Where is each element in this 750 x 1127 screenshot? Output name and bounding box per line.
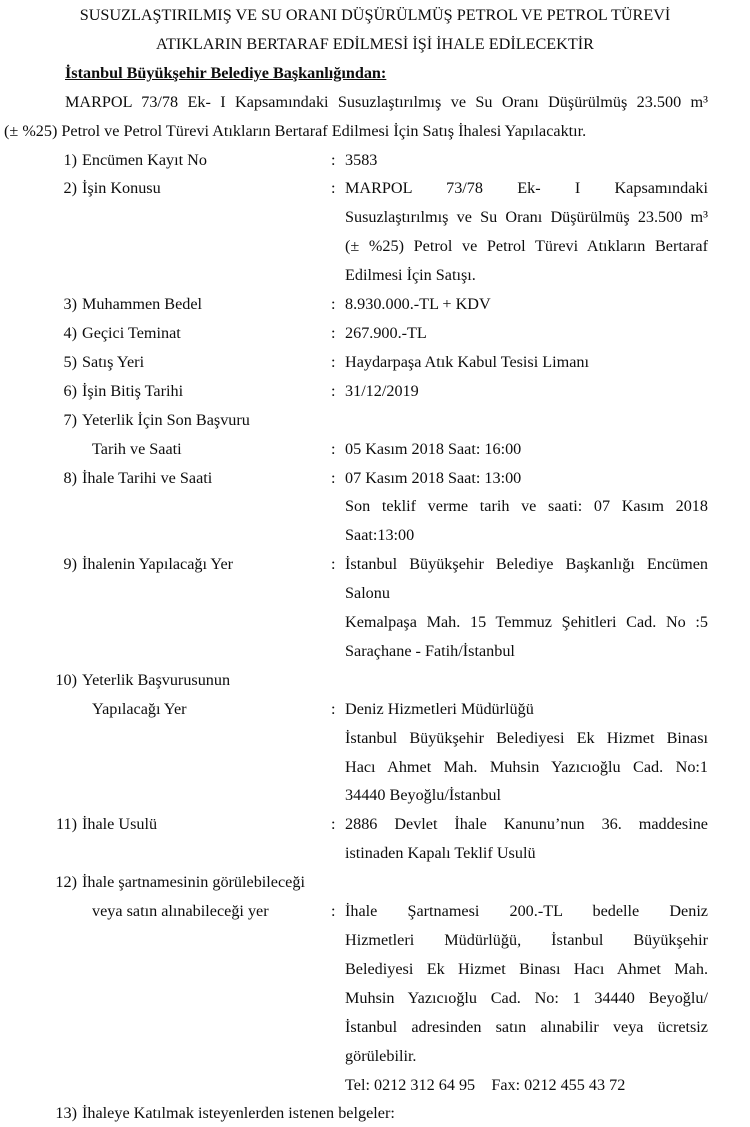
item-label-line: İhale Usulü (82, 815, 158, 834)
item-value-line: Hacı Ahmet Mah. Muhsin Yazıcıoğlu Cad. No:1 (345, 757, 708, 776)
document-title (0, 1, 750, 59)
tender-item-8 (4, 464, 708, 551)
tender-item-9 (4, 550, 708, 666)
item-value (345, 868, 708, 1099)
item-value-line: Kemalpaşa Mah. 15 Temmuz Şehitleri Cad. No :5 (345, 613, 708, 632)
intro-paragraph (4, 88, 708, 146)
item-value (345, 377, 708, 406)
item-sublabel-line: veya satın alınabileceği yer (92, 902, 269, 921)
tender-item-13 (4, 1099, 708, 1127)
item-number: 9) (63, 555, 77, 574)
item-number: 3) (63, 295, 77, 314)
colon-separator: : (331, 352, 336, 371)
item-value-line: Saraçhane - Fatih/İstanbul (345, 641, 515, 660)
tender-item-11 (4, 810, 708, 868)
item-value-line: Salonu (345, 584, 390, 603)
item-value-line: 07 Kasım 2018 Saat: 13:00 (345, 468, 522, 487)
title-line-1: SUSUZLAŞTIRILMIŞ VE SU ORANI DÜŞÜRÜLMÜŞ PETROL VE PETROL TÜREVİ (79, 6, 671, 24)
colon-separator: : (331, 699, 336, 718)
item-label-line: Yeterlik İçin Son Başvuru (82, 410, 250, 429)
colon-separator: : (331, 815, 336, 834)
item-number: 8) (63, 468, 77, 487)
tender-item-1 (4, 146, 708, 175)
item-label (77, 868, 331, 926)
item-label-line: İhaleye Katılmak isteyenlerden istenen belgeler: (82, 1104, 395, 1123)
tender-item-10 (4, 666, 708, 811)
item-number: 11) (56, 815, 77, 834)
item-label-line: Yeterlik Başvurusunun (82, 670, 231, 689)
issuer-heading: İstanbul Büyükşehir Belediye Başkanlığından: (65, 63, 387, 82)
colon-separator: : (331, 902, 336, 921)
colon-separator: : (331, 555, 336, 574)
item-value-line: istinaden Kapalı Teklif Usulü (345, 844, 536, 863)
intro-line-2: (± %25) Petrol ve Petrol Türevi Atıkların Bertaraf Edilmesi İçin Satış İhalesi Yapılacaktır. (4, 121, 587, 140)
item-value-line: Edilmesi İçin Satışı. (345, 266, 476, 285)
colon-separator: : (331, 439, 336, 458)
tender-item-3 (4, 290, 708, 319)
item-number: 7) (63, 410, 77, 429)
item-value-line: Hizmetleri Müdürlüğü, İstanbul Büyükşehir (345, 930, 708, 949)
item-value-line: Susuzlaştırılmış ve Su Oranı Düşürülmüş 23.500 m³ (345, 208, 708, 227)
item-value-line: Muhsin Yazıcıoğlu Cad. No: 1 34440 Beyoğlu/ (345, 988, 708, 1007)
item-label (77, 550, 331, 579)
item-value (345, 666, 708, 811)
colon-separator: : (331, 468, 336, 487)
item-value-line: 267.900.-TL (345, 323, 427, 342)
tender-item-5 (4, 348, 708, 377)
item-value-line: Son teklif verme tarih ve saati: 07 Kasım 2018 (345, 497, 708, 516)
title-line-2: ATIKLARIN BERTARAF EDİLMESİ İŞİ İHALE EDİLECEKTİR (156, 34, 594, 53)
item-value-line: Tel: 0212 312 64 95 Fax: 0212 455 43 72 (345, 1075, 626, 1094)
item-value-line: Haydarpaşa Atık Kabul Tesisi Limanı (345, 352, 590, 371)
item-value-line: 8.930.000.-TL + KDV (345, 295, 491, 314)
item-label (77, 174, 331, 203)
item-value-line: (± %25) Petrol ve Petrol Türevi Atıkların Bertaraf (345, 237, 708, 256)
item-value (345, 810, 708, 868)
item-sublabel-line: Tarih ve Saati (92, 439, 182, 458)
item-label (77, 464, 331, 493)
item-label (77, 319, 331, 348)
item-value-line: İstanbul Büyükşehir Belediyesi Ek Hizmet Binası (345, 728, 708, 747)
item-label (77, 377, 331, 406)
item-value (345, 146, 708, 175)
tender-items-list (4, 146, 708, 1127)
item-value-line: İstanbul Büyükşehir Belediye Başkanlığı Encümen (345, 555, 708, 574)
colon-separator: : (331, 179, 336, 198)
item-number: 2) (63, 179, 77, 198)
item-label (77, 1099, 708, 1127)
item-label-line: İhalenin Yapılacağı Yer (82, 555, 234, 574)
item-number: 12) (55, 873, 77, 892)
item-value-line: Deniz Hizmetleri Müdürlüğü (345, 699, 534, 718)
tender-item-12 (4, 868, 708, 1099)
item-value-line: İhale Şartnamesi 200.-TL bedelle Deniz (345, 902, 708, 921)
item-value (345, 348, 708, 377)
item-label-line: Satış Yeri (82, 352, 145, 371)
tender-item-6 (4, 377, 708, 406)
item-label (77, 348, 331, 377)
item-label-line: İhale Tarihi ve Saati (82, 468, 213, 487)
colon-separator: : (331, 381, 336, 400)
item-value-line: 05 Kasım 2018 Saat: 16:00 (345, 439, 522, 458)
item-label-line: İşin Konusu (82, 179, 161, 198)
item-label (77, 666, 331, 724)
item-value-line: İstanbul adresinden satın alınabilir veya ücretsiz (345, 1017, 708, 1036)
item-number: 13) (55, 1104, 77, 1123)
item-label (77, 290, 331, 319)
item-value-line: 3583 (345, 150, 378, 169)
item-value-line: 2886 Devlet İhale Kanunu’nun 36. maddesine (345, 815, 708, 834)
item-label-line: Muhammen Bedel (82, 295, 203, 314)
colon-separator: : (331, 295, 336, 314)
item-number: 10) (55, 670, 77, 689)
item-label-line: Encümen Kayıt No (82, 150, 207, 169)
item-value (345, 174, 708, 290)
item-value-line: 34440 Beyoğlu/İstanbul (345, 786, 502, 805)
tender-item-7 (4, 406, 708, 464)
item-value-line: Belediyesi Ek Hizmet Binası Hacı Ahmet Mah. (345, 959, 708, 978)
item-label-line: İhale şartnamesinin görülebileceği (82, 873, 305, 892)
item-value-line: görülebilir. (345, 1046, 417, 1065)
tender-item-4 (4, 319, 708, 348)
item-label (77, 146, 331, 175)
item-value-line: MARPOL 73/78 Ek- I Kapsamındaki (345, 179, 708, 198)
item-value (345, 319, 708, 348)
item-number: 6) (63, 381, 77, 400)
item-sublabel-line: Yapılacağı Yer (92, 699, 187, 718)
item-number: 4) (63, 323, 77, 342)
item-label-line: İşin Bitiş Tarihi (82, 381, 184, 400)
item-value (345, 464, 708, 551)
item-value-line: Saat:13:00 (345, 526, 415, 545)
colon-separator: : (331, 323, 336, 342)
colon-separator: : (331, 150, 336, 169)
item-value (345, 406, 708, 464)
item-label-line: Geçici Teminat (82, 323, 181, 342)
tender-item-2 (4, 174, 708, 290)
item-value (345, 550, 708, 666)
intro-line-1: MARPOL 73/78 Ek- I Kapsamındaki Susuzlaştırılmış ve Su Oranı Düşürülmüş 23.500 m³ (65, 92, 708, 111)
item-number: 1) (63, 150, 77, 169)
item-value-line: 31/12/2019 (345, 381, 419, 400)
item-label (77, 406, 331, 464)
item-label (77, 810, 331, 839)
item-number: 5) (63, 352, 77, 371)
item-value (345, 290, 708, 319)
